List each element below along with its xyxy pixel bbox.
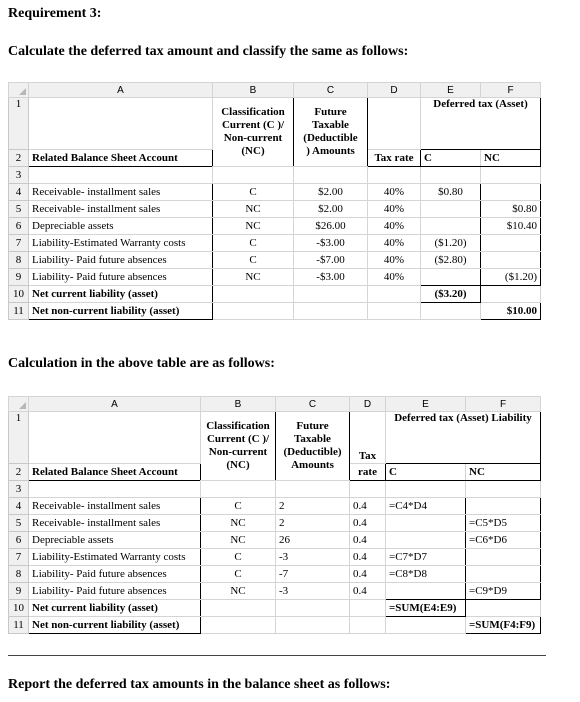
cell[interactable] xyxy=(201,481,276,498)
noncurrent-formula-cell[interactable]: =C5*D5 xyxy=(466,515,541,532)
header-future-taxable[interactable] xyxy=(276,412,350,481)
table-row-8 xyxy=(9,566,541,583)
table-row-7 xyxy=(9,235,541,252)
tax-rate-cell[interactable]: 0.4 xyxy=(350,532,386,549)
net-noncurrent-total[interactable]: $10.00 xyxy=(481,303,541,320)
column-header-a[interactable]: A xyxy=(29,83,213,98)
header-line: Future xyxy=(296,420,329,432)
amount-cell[interactable]: -$7.00 xyxy=(294,252,368,269)
column-header-d[interactable]: D xyxy=(350,397,386,412)
current-cell[interactable] xyxy=(421,201,481,218)
net-noncurrent-label[interactable]: Net non-current liability (asset) xyxy=(29,303,213,320)
row-header-10[interactable]: 10 xyxy=(9,286,29,303)
column-header-row xyxy=(9,397,541,412)
column-header-f[interactable]: F xyxy=(481,83,541,98)
amount-cell[interactable]: 26 xyxy=(276,532,350,549)
header-related-account[interactable]: Related Balance Sheet Account xyxy=(29,150,213,167)
header-tax-rate[interactable]: Tax rate xyxy=(368,150,421,167)
table-row-9 xyxy=(9,269,541,286)
header-rate[interactable]: rate xyxy=(350,464,386,481)
table-row-11 xyxy=(9,303,541,320)
header-classification[interactable] xyxy=(201,412,276,481)
noncurrent-cell[interactable] xyxy=(481,184,541,201)
section-divider xyxy=(8,655,546,656)
row-header-2[interactable]: 2 xyxy=(9,464,29,481)
account-cell[interactable]: Depreciable assets xyxy=(29,218,213,235)
table-row-4 xyxy=(9,498,541,515)
requirement-heading: Requirement 3: xyxy=(8,6,102,21)
header-line: Classification xyxy=(206,420,270,432)
tax-rate-cell[interactable]: 0.4 xyxy=(350,498,386,515)
current-cell[interactable]: ($2.80) xyxy=(421,252,481,269)
cell-a1[interactable] xyxy=(29,412,201,464)
account-cell[interactable]: Receivable- installment sales xyxy=(29,515,201,532)
header-line: Taxable xyxy=(294,433,331,445)
cell[interactable] xyxy=(386,481,466,498)
row-header-3[interactable]: 3 xyxy=(9,167,29,184)
net-noncurrent-formula[interactable]: =SUM(F4:F9) xyxy=(466,617,541,634)
classification-cell[interactable]: C xyxy=(213,252,294,269)
select-all-corner[interactable] xyxy=(9,83,29,98)
account-cell[interactable]: Depreciable assets xyxy=(29,532,201,549)
current-formula-cell[interactable] xyxy=(386,532,466,549)
table-row-6 xyxy=(9,532,541,549)
amount-cell[interactable]: $2.00 xyxy=(294,184,368,201)
cell[interactable] xyxy=(201,617,276,634)
table-row-7 xyxy=(9,549,541,566)
column-header-c[interactable]: C xyxy=(276,397,350,412)
tax-rate-cell[interactable]: 0.4 xyxy=(350,515,386,532)
select-all-triangle-icon xyxy=(19,88,26,95)
table-row-8 xyxy=(9,252,541,269)
noncurrent-formula-cell[interactable] xyxy=(466,549,541,566)
row-header-4[interactable]: 4 xyxy=(9,184,29,201)
header-line: (Deductible) xyxy=(283,446,342,458)
row-header-1[interactable]: 1 xyxy=(9,412,29,464)
table-row-9 xyxy=(9,583,541,600)
row-header-11[interactable]: 11 xyxy=(9,303,29,320)
row-header-7[interactable]: 7 xyxy=(9,235,29,252)
net-current-label[interactable]: Net current liability (asset) xyxy=(29,286,213,303)
header-line: Taxable xyxy=(312,119,349,131)
current-cell[interactable] xyxy=(421,269,481,286)
noncurrent-cell[interactable]: ($1.20) xyxy=(481,269,541,286)
header-line: (Deductible xyxy=(303,132,358,144)
cell[interactable] xyxy=(276,617,350,634)
account-cell[interactable]: Receivable- installment sales xyxy=(29,201,213,218)
cell[interactable] xyxy=(213,167,294,184)
header-line: Non-current xyxy=(208,446,268,458)
header-line: (NC) xyxy=(241,145,265,157)
noncurrent-cell[interactable]: $10.40 xyxy=(481,218,541,235)
row-header-4[interactable]: 4 xyxy=(9,498,29,515)
cell[interactable] xyxy=(276,481,350,498)
header-line: (NC) xyxy=(226,459,250,471)
current-cell[interactable] xyxy=(421,218,481,235)
classification-cell[interactable]: C xyxy=(213,184,294,201)
deferred-tax-table-formulas xyxy=(8,396,541,634)
tax-rate-cell[interactable]: 40% xyxy=(368,235,421,252)
table-row-3 xyxy=(9,167,541,184)
calculation-note-heading: Calculation in the above table are as follows: xyxy=(8,356,275,371)
select-all-corner[interactable] xyxy=(9,397,29,412)
row-header-8[interactable]: 8 xyxy=(9,566,29,583)
row-header-3[interactable]: 3 xyxy=(9,481,29,498)
current-formula-cell[interactable]: =C8*D8 xyxy=(386,566,466,583)
account-cell[interactable]: Receivable- installment sales xyxy=(29,184,213,201)
header-line: Amounts xyxy=(291,459,334,471)
cell[interactable] xyxy=(294,167,368,184)
tax-rate-cell[interactable]: 40% xyxy=(368,184,421,201)
net-current-formula[interactable]: =SUM(E4:E9) xyxy=(386,600,466,617)
amount-cell[interactable]: $26.00 xyxy=(294,218,368,235)
cell[interactable] xyxy=(466,600,541,617)
table-row-1 xyxy=(9,412,541,464)
account-cell[interactable]: Liability- Paid future absences xyxy=(29,269,213,286)
noncurrent-cell[interactable] xyxy=(481,252,541,269)
header-deferred-tax[interactable]: Deferred tax (Asset) Liability xyxy=(386,412,541,464)
amount-cell[interactable]: -3 xyxy=(276,549,350,566)
header-related-account[interactable]: Related Balance Sheet Account xyxy=(29,464,201,481)
noncurrent-formula-cell[interactable]: =C9*D9 xyxy=(466,583,541,600)
amount-cell[interactable]: 2 xyxy=(276,498,350,515)
header-current[interactable]: C xyxy=(386,464,466,481)
header-noncurrent[interactable]: NC xyxy=(466,464,541,481)
classification-cell[interactable]: C xyxy=(201,549,276,566)
noncurrent-cell[interactable] xyxy=(481,235,541,252)
amount-cell[interactable]: $2.00 xyxy=(294,201,368,218)
report-heading: Report the deferred tax amounts in the balance sheet as follows: xyxy=(8,677,391,692)
table-row-6 xyxy=(9,218,541,235)
classification-cell[interactable]: NC xyxy=(213,218,294,235)
table-row-10 xyxy=(9,286,541,303)
cell[interactable] xyxy=(368,286,421,303)
row-header-1[interactable]: 1 xyxy=(9,98,29,150)
classification-cell[interactable]: C xyxy=(201,566,276,583)
deferred-tax-table-values xyxy=(8,82,541,320)
tax-rate-cell[interactable]: 40% xyxy=(368,218,421,235)
net-current-label[interactable]: Net current liability (asset) xyxy=(29,600,201,617)
cell[interactable] xyxy=(368,303,421,320)
row-header-9[interactable]: 9 xyxy=(9,583,29,600)
header-current[interactable]: C xyxy=(421,150,481,167)
cell[interactable] xyxy=(350,600,386,617)
account-cell[interactable]: Liability-Estimated Warranty costs xyxy=(29,549,201,566)
net-noncurrent-label[interactable]: Net non-current liability (asset) xyxy=(29,617,201,634)
amount-cell[interactable]: -$3.00 xyxy=(294,235,368,252)
classification-cell[interactable]: NC xyxy=(201,515,276,532)
column-header-c[interactable]: C xyxy=(294,83,368,98)
cell[interactable] xyxy=(350,481,386,498)
cell[interactable] xyxy=(481,286,541,303)
tax-rate-cell[interactable]: 40% xyxy=(368,252,421,269)
row-header-8[interactable]: 8 xyxy=(9,252,29,269)
classification-cell[interactable]: NC xyxy=(201,532,276,549)
column-header-b[interactable]: B xyxy=(213,83,294,98)
cell[interactable] xyxy=(368,167,421,184)
cell-d1[interactable] xyxy=(368,98,421,150)
tax-rate-cell[interactable]: 0.4 xyxy=(350,583,386,600)
header-line: ) Amounts xyxy=(306,145,355,157)
row-header-11[interactable]: 11 xyxy=(9,617,29,634)
header-line: Current (C )/ xyxy=(221,119,285,131)
current-formula-cell[interactable]: =C7*D7 xyxy=(386,549,466,566)
calc-intro-heading: Calculate the deferred tax amount and classify the same as follows: xyxy=(8,44,409,59)
tax-rate-cell[interactable]: 40% xyxy=(368,269,421,286)
cell[interactable] xyxy=(276,600,350,617)
classification-cell[interactable]: C xyxy=(213,235,294,252)
noncurrent-formula-cell[interactable] xyxy=(466,566,541,583)
noncurrent-formula-cell[interactable]: =C6*D6 xyxy=(466,532,541,549)
row-header-10[interactable]: 10 xyxy=(9,600,29,617)
current-cell[interactable]: $0.80 xyxy=(421,184,481,201)
amount-cell[interactable]: -7 xyxy=(276,566,350,583)
row-header-5[interactable]: 5 xyxy=(9,515,29,532)
current-formula-cell[interactable]: =C4*D4 xyxy=(386,498,466,515)
amount-cell[interactable]: -3 xyxy=(276,583,350,600)
header-line: Future xyxy=(314,106,347,118)
cell[interactable] xyxy=(213,286,294,303)
header-classification[interactable] xyxy=(213,98,294,167)
header-noncurrent[interactable]: NC xyxy=(481,150,541,167)
row-header-6[interactable]: 6 xyxy=(9,532,29,549)
classification-cell[interactable]: C xyxy=(201,498,276,515)
table-row-10 xyxy=(9,600,541,617)
column-header-e[interactable]: E xyxy=(386,397,466,412)
header-tax[interactable]: Tax xyxy=(350,412,386,464)
account-cell[interactable]: Liability- Paid future absences xyxy=(29,252,213,269)
cell[interactable] xyxy=(421,303,481,320)
cell[interactable] xyxy=(213,303,294,320)
current-formula-cell[interactable] xyxy=(386,515,466,532)
column-header-b[interactable]: B xyxy=(201,397,276,412)
row-header-7[interactable]: 7 xyxy=(9,549,29,566)
header-line: Current (C )/ xyxy=(206,433,270,445)
account-cell[interactable]: Liability- Paid future absences xyxy=(29,566,201,583)
amount-cell[interactable]: 2 xyxy=(276,515,350,532)
table-row-11 xyxy=(9,617,541,634)
table-row-5 xyxy=(9,515,541,532)
header-line: Non-current xyxy=(223,132,283,144)
row-header-5[interactable]: 5 xyxy=(9,201,29,218)
account-cell[interactable]: Liability- Paid future absences xyxy=(29,583,201,600)
column-header-a[interactable]: A xyxy=(29,397,201,412)
cell[interactable] xyxy=(481,167,541,184)
amount-cell[interactable]: -$3.00 xyxy=(294,269,368,286)
cell[interactable] xyxy=(29,481,201,498)
row-header-6[interactable]: 6 xyxy=(9,218,29,235)
cell[interactable] xyxy=(386,617,466,634)
row-header-2[interactable]: 2 xyxy=(9,150,29,167)
column-header-e[interactable]: E xyxy=(421,83,481,98)
row-header-9[interactable]: 9 xyxy=(9,269,29,286)
current-cell[interactable]: ($1.20) xyxy=(421,235,481,252)
cell[interactable] xyxy=(294,303,368,320)
header-future-taxable[interactable] xyxy=(294,98,368,167)
header-deferred-tax[interactable]: Deferred tax (Asset) xyxy=(421,98,541,150)
account-cell[interactable]: Receivable- installment sales xyxy=(29,498,201,515)
header-line: Classification xyxy=(221,106,285,118)
classification-cell[interactable]: NC xyxy=(213,269,294,286)
cell[interactable] xyxy=(29,167,213,184)
noncurrent-formula-cell[interactable] xyxy=(466,498,541,515)
table-row-5 xyxy=(9,201,541,218)
column-header-f[interactable]: F xyxy=(466,397,541,412)
account-cell[interactable]: Liability-Estimated Warranty costs xyxy=(29,235,213,252)
tax-rate-cell[interactable]: 40% xyxy=(368,201,421,218)
classification-cell[interactable]: NC xyxy=(201,583,276,600)
table-row-1 xyxy=(9,98,541,150)
classification-cell[interactable]: NC xyxy=(213,201,294,218)
cell[interactable] xyxy=(294,286,368,303)
cell[interactable] xyxy=(201,600,276,617)
table-row-3 xyxy=(9,481,541,498)
cell[interactable] xyxy=(466,481,541,498)
cell[interactable] xyxy=(421,167,481,184)
select-all-triangle-icon xyxy=(19,402,26,409)
cell[interactable] xyxy=(350,617,386,634)
cell-a1[interactable] xyxy=(29,98,213,150)
current-formula-cell[interactable] xyxy=(386,583,466,600)
column-header-row xyxy=(9,83,541,98)
tax-rate-cell[interactable]: 0.4 xyxy=(350,566,386,583)
net-current-total[interactable]: ($3.20) xyxy=(421,286,481,303)
table-row-4 xyxy=(9,184,541,201)
noncurrent-cell[interactable]: $0.80 xyxy=(481,201,541,218)
column-header-d[interactable]: D xyxy=(368,83,421,98)
tax-rate-cell[interactable]: 0.4 xyxy=(350,549,386,566)
